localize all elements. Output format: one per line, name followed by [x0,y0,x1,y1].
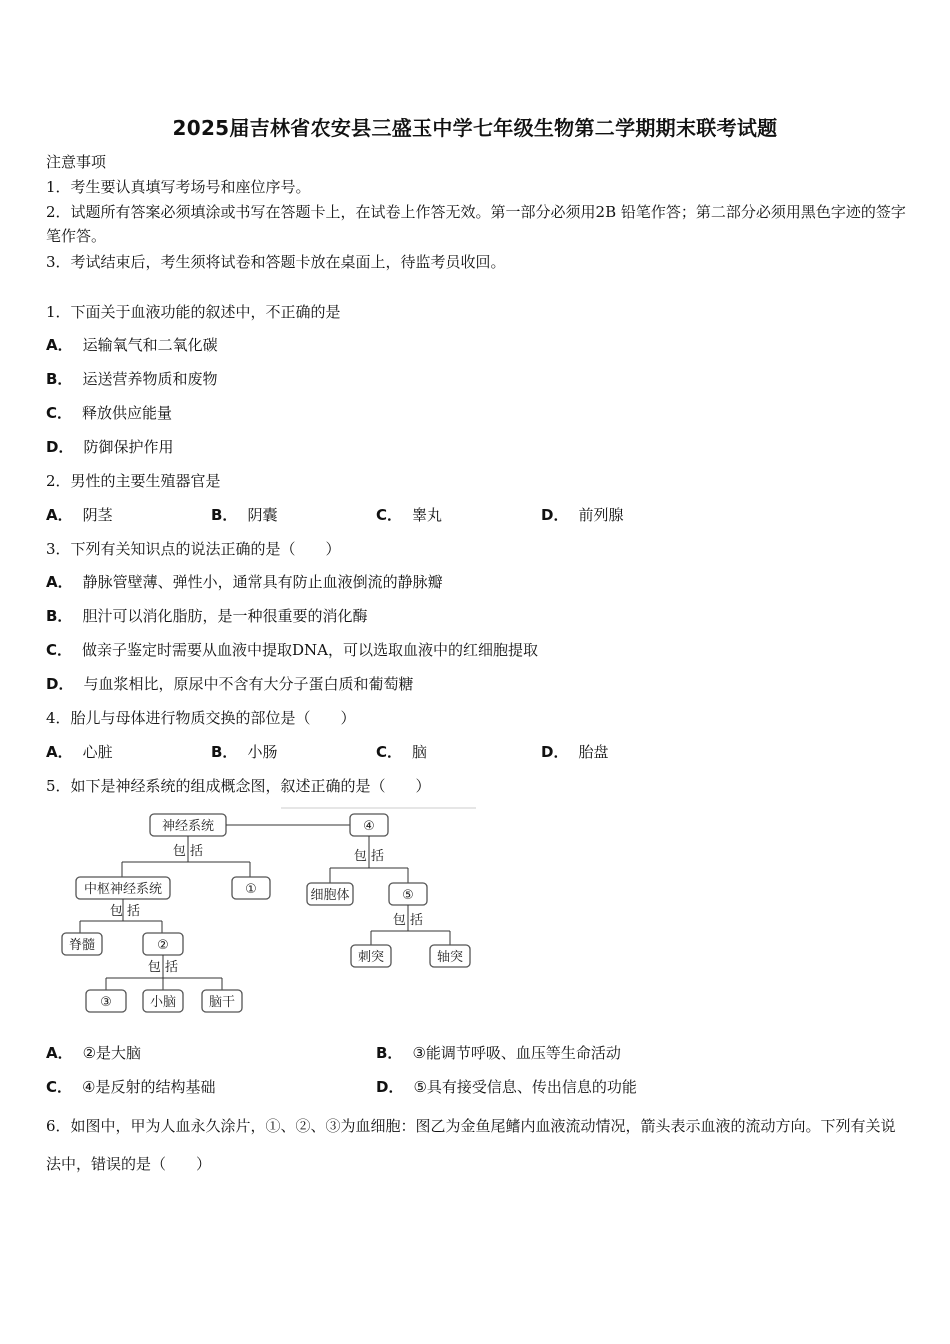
answer-option[interactable]: C． 脑 [376,743,428,761]
answer-option[interactable]: A． 心脏 [46,743,113,761]
notice-item: 3．考试结束后，考生须将试卷和答题卡放在桌面上，待监考员收回。 [46,253,506,271]
answer-option[interactable]: C． 释放供应能量 [46,404,173,422]
nervous-system-concept-map [56,800,486,1025]
diagram-connector-label: 包 括 [353,849,385,864]
answer-option[interactable]: A． 静脉管壁薄、弹性小，通常具有防止血液倒流的静脉瓣 [46,573,443,591]
answer-option[interactable]: D． 前列腺 [541,506,624,524]
diagram-node-label: 脑干 [208,995,236,1010]
answer-option[interactable]: D． 防御保护作用 [46,438,174,456]
answer-option[interactable]: C． 做亲子鉴定时需要从血液中提取DNA，可以选取血液中的红细胞提取 [46,641,539,659]
answer-option[interactable]: D． 胎盘 [541,743,609,761]
diagram-connector-label: 包 括 [172,844,204,859]
diagram-node-label: 神经系统 [161,819,215,834]
answer-option[interactable]: B． 运送营养物质和废物 [46,370,218,388]
answer-option[interactable]: C． 睾丸 [376,506,443,524]
diagram-connector-label: 包 括 [147,960,179,975]
diagram-connector-label: 包 括 [109,904,141,919]
answer-option[interactable]: B． 小肠 [211,743,278,761]
question-stem: 1．下面关于血液功能的叙述中，不正确的是 [46,303,341,321]
answer-option[interactable]: A． 运输氧气和二氧化碳 [46,336,218,354]
question-stem: 2．男性的主要生殖器官是 [46,472,221,490]
page-title: 2025届吉林省农安县三盛玉中学七年级生物第二学期期末联考试题 [172,116,778,140]
question-stem: 6．如图中，甲为人血永久涂片，①、②、③为血细胞：图乙为金鱼尾鳍内血液流动情况，箭头表示血液的流动方向。下列有关说法中，错误的是（ ） [46,1117,896,1173]
answer-option[interactable]: B． 胆汁可以消化脂肪，是一种很重要的消化酶 [46,607,368,625]
notice-item: 2．试题所有答案必须填涂或书写在答题卡上，在试卷上作答无效。第一部分必须用2B 铅笔作答；第二部分必须用黑色字迹的签字笔作答。 [46,203,906,245]
diagram-node-label: 刺突 [357,950,385,965]
diagram-node-label: 脊髓 [68,938,96,953]
diagram-node-label: ⑤ [402,888,414,903]
question-stem: 4．胎儿与母体进行物质交换的部位是（ ） [46,709,356,727]
diagram-node-label: ① [245,882,257,897]
diagram-connector-label: 包 括 [392,913,424,928]
diagram-node-label: ③ [100,995,112,1010]
answer-option[interactable]: D． 与血浆相比，原尿中不含有大分子蛋白质和葡萄糖 [46,675,414,693]
diagram-node-label: ② [157,938,169,953]
answer-option[interactable]: B． ③能调节呼吸、血压等生命活动 [376,1044,621,1062]
diagram-node-label: 小脑 [149,995,177,1010]
diagram-node-label: 中枢神经系统 [83,882,163,897]
answer-option[interactable]: B． 阴囊 [211,506,278,524]
diagram-node-label: 细胞体 [310,888,350,903]
answer-option[interactable]: A． ②是大脑 [46,1044,142,1062]
notice-heading: 注意事项 [46,153,107,171]
answer-option[interactable]: D． ⑤具有接受信息、传出信息的功能 [376,1078,637,1096]
answer-option[interactable]: C． ④是反射的结构基础 [46,1078,216,1096]
diagram-node-label: ④ [363,819,375,834]
question-stem: 5．如下是神经系统的组成概念图，叙述正确的是（ ） [46,777,431,795]
diagram-node-label: 轴突 [436,950,464,965]
notice-item: 1．考生要认真填写考场号和座位序号。 [46,178,311,196]
question-stem: 3．下列有关知识点的说法正确的是（ ） [46,540,341,558]
answer-option[interactable]: A． 阴茎 [46,506,113,524]
